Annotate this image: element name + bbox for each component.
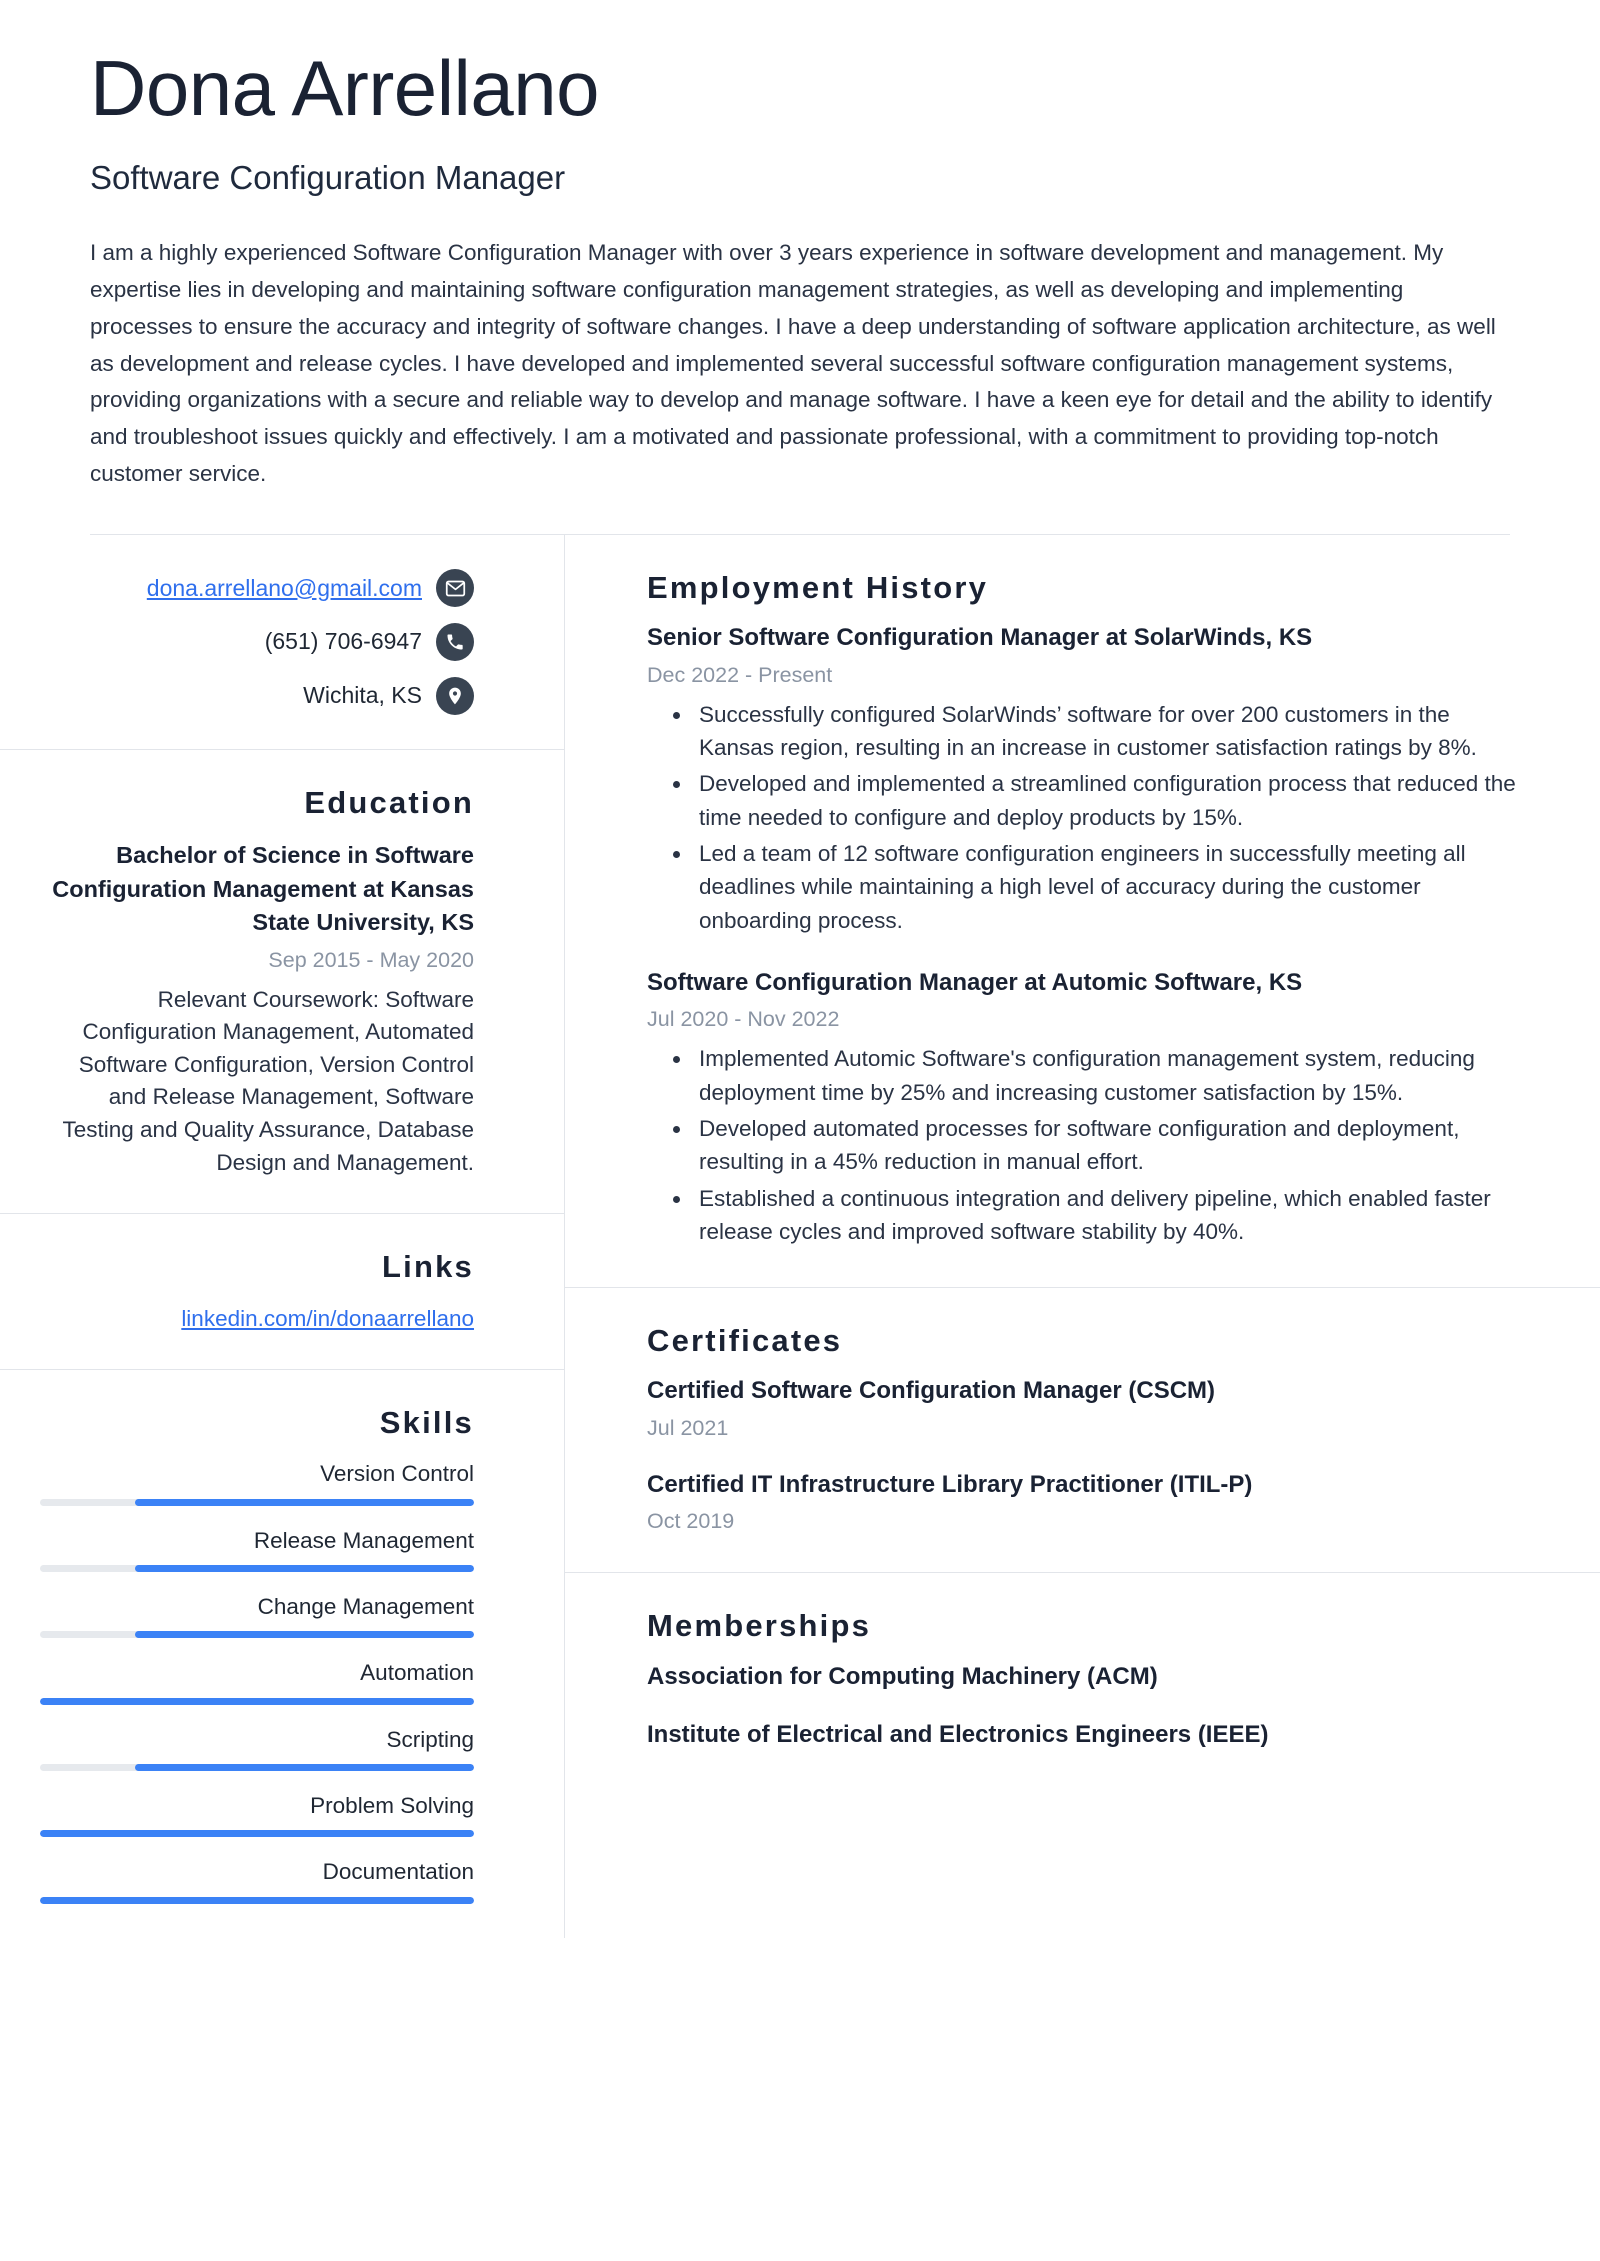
- employment-entry: [647, 967, 1520, 1248]
- skill-bar-fill: [135, 1565, 474, 1572]
- education-degree: Bachelor of Science in Software Configuration Management at Kansas State University, KS: [52, 842, 474, 936]
- contact-row-phone[interactable]: [40, 623, 474, 661]
- skill-bar-fill: [135, 1631, 474, 1638]
- skill-row: [40, 1725, 474, 1771]
- skill-row: [40, 1791, 474, 1837]
- contact-row-email[interactable]: [40, 569, 474, 607]
- skills-list: [40, 1459, 474, 1904]
- certificate-date: Oct 2019: [647, 1509, 735, 1534]
- skill-name: Problem Solving: [310, 1793, 474, 1819]
- professional-summary: I am a highly experienced Software Configuration Manager with over 3 years experience in software development and management. My expertise lies in developing and maintaining software configuration management strategies, as well as developing and implementing processes to ensure the accuracy and integrity of software changes. I have a deep understanding of software application architecture, as well as development and release cycles. I have developed and implemented several successful software configuration management systems, providing organizations with a secure and reliable way to develop and manage software. I have a keen eye for detail and the ability to identify and troubleshoot issues quickly and effectively. I am a motivated and passionate professional, with a commitment to providing top-notch customer service.: [90, 240, 1496, 486]
- skill-bar: [40, 1764, 474, 1771]
- certificates-list: [647, 1375, 1520, 1536]
- envelope-icon: [436, 569, 474, 607]
- skill-name: Release Management: [253, 1527, 474, 1553]
- skill-bar: [40, 1830, 474, 1837]
- education-block: [0, 750, 564, 1214]
- skill-row: [40, 1658, 474, 1704]
- certificates-block: [565, 1288, 1600, 1573]
- skill-name: Automation: [360, 1660, 474, 1686]
- location-text: Wichita, KS: [303, 682, 422, 709]
- skill-name: Scripting: [386, 1726, 474, 1752]
- resume-body: [0, 535, 1600, 1938]
- memberships-list: [647, 1661, 1520, 1752]
- certificate-name: Certified Software Configuration Manager (CSCM): [647, 1377, 1216, 1405]
- contact-block: [0, 535, 564, 750]
- education-description: Relevant Coursework: Software Configuration Management, Automated Software Configuration, Version Control and Release Management, Software Testing and Quality Assurance, Database Design and Management.: [62, 986, 474, 1175]
- skill-bar-fill: [40, 1897, 474, 1904]
- skill-row: [40, 1857, 474, 1903]
- link-item[interactable]: linkedin.com/in/donaarrellano: [181, 1306, 474, 1332]
- skill-bar: [40, 1698, 474, 1705]
- contact-list: [40, 569, 474, 715]
- skills-title: Skills: [379, 1404, 474, 1440]
- skills-block: [0, 1370, 564, 1938]
- employment-list: [647, 622, 1520, 1248]
- employment-bullet: • Developed and implemented a streamlined configuration process that reduced the time needed to configure and deploy products by 15%.: [693, 767, 1520, 834]
- employment-date: Jul 2020 - Nov 2022: [647, 1007, 840, 1032]
- phone-icon: [436, 623, 474, 661]
- employment-bullet: • Led a team of 12 software configuration engineers in successfully meeting all deadlines while maintaining a high level of accuracy during the customer onboarding process.: [693, 837, 1520, 937]
- employment-title: Employment History: [647, 570, 989, 606]
- employment-bullet: • Developed automated processes for software configuration and deployment, resulting in a 45% reduction in manual effort.: [693, 1112, 1520, 1179]
- employment-bullets: [647, 698, 1520, 937]
- skill-bar: [40, 1499, 474, 1506]
- skill-name: Change Management: [257, 1593, 474, 1619]
- skill-bar-fill: [40, 1698, 474, 1705]
- skill-bar: [40, 1897, 474, 1904]
- main-column: [565, 535, 1600, 1938]
- certificate-name: Certified IT Infrastructure Library Practitioner (ITIL-P): [647, 1470, 1253, 1498]
- memberships-title: Memberships: [647, 1608, 872, 1644]
- skill-row: [40, 1526, 474, 1572]
- employment-bullet: • Successfully configured SolarWinds’ software for over 200 customers in the Kansas region, resulting in an increase in customer satisfaction ratings by 8%.: [693, 698, 1520, 765]
- candidate-name: Dona Arrellano: [90, 44, 599, 132]
- skill-bar: [40, 1565, 474, 1572]
- links-block: [0, 1214, 564, 1370]
- education-date: Sep 2015 - May 2020: [268, 948, 474, 973]
- employment-role: Senior Software Configuration Manager at SolarWinds, KS: [647, 624, 1313, 652]
- skill-bar-fill: [135, 1499, 474, 1506]
- skill-name: Version Control: [320, 1461, 474, 1487]
- education-title: Education: [304, 785, 474, 821]
- skill-bar-fill: [40, 1830, 474, 1837]
- certificates-title: Certificates: [647, 1323, 843, 1359]
- skill-row: [40, 1592, 474, 1638]
- phone-number: (651) 706-6947: [264, 628, 422, 655]
- skill-name: Documentation: [322, 1859, 474, 1885]
- membership-entry: Association for Computing Machinery (ACM): [647, 1662, 1158, 1690]
- map-pin-icon: [436, 677, 474, 715]
- employment-entry: [647, 622, 1520, 937]
- links-list: [40, 1303, 474, 1335]
- certificate-date: Jul 2021: [647, 1415, 729, 1440]
- skill-bar: [40, 1631, 474, 1638]
- skill-row: [40, 1459, 474, 1505]
- sidebar-column: [0, 535, 565, 1938]
- skill-bar-fill: [135, 1764, 474, 1771]
- candidate-job-title: Software Configuration Manager: [90, 158, 566, 196]
- contact-row-location: [40, 677, 474, 715]
- membership-entry: Institute of Electrical and Electronics Engineers (IEEE): [647, 1720, 1269, 1748]
- links-title: Links: [382, 1249, 474, 1285]
- certificate-entry: [647, 1469, 1520, 1536]
- employment-role: Software Configuration Manager at Automic Software, KS: [647, 968, 1303, 996]
- employment-date: Dec 2022 - Present: [647, 662, 833, 687]
- employment-bullet: • Implemented Automic Software's configuration management system, reducing deployment time by 25% and increasing customer satisfaction by 15%.: [693, 1042, 1520, 1109]
- resume-header: [0, 0, 1600, 535]
- memberships-block: [565, 1573, 1600, 1787]
- certificate-entry: [647, 1375, 1520, 1442]
- employment-bullets: [647, 1042, 1520, 1248]
- employment-block: [565, 535, 1600, 1288]
- employment-bullet: • Established a continuous integration and delivery pipeline, which enabled faster release cycles and improved software stability by 40%.: [693, 1182, 1520, 1249]
- email-address[interactable]: dona.arrellano@gmail.com: [146, 574, 422, 601]
